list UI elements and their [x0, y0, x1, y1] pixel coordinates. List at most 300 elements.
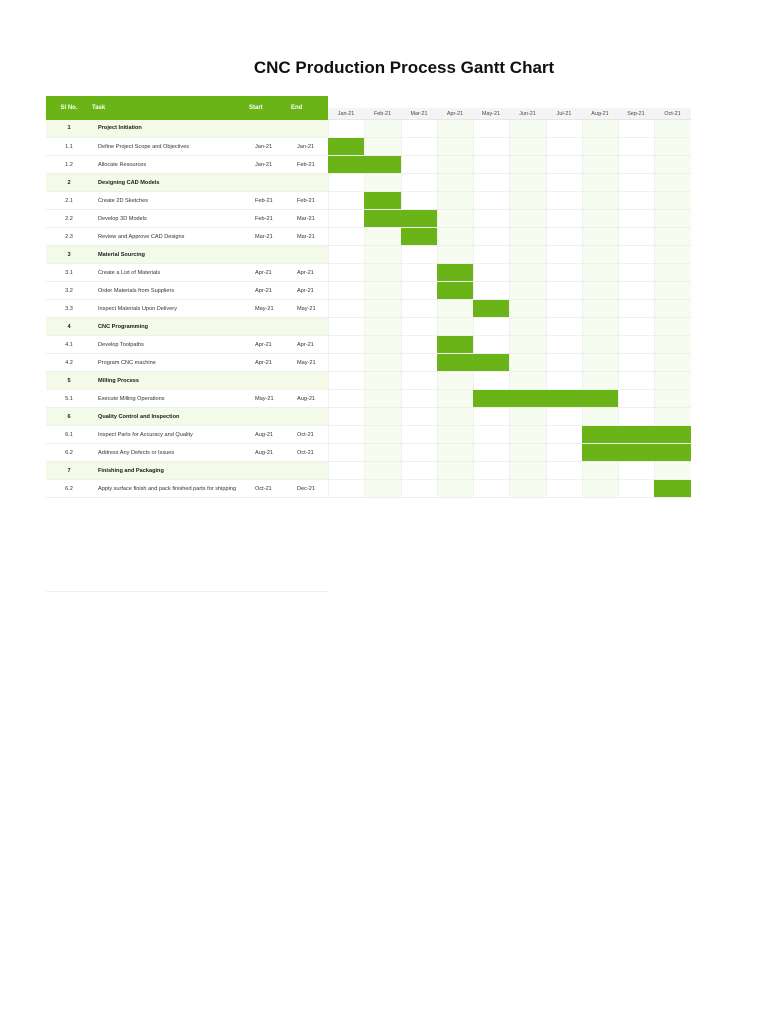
gantt-cell — [364, 462, 401, 480]
gantt-cell — [654, 372, 691, 390]
gantt-body — [46, 120, 691, 498]
gantt-cell — [328, 462, 364, 480]
header-sl: Sl No. — [46, 96, 92, 120]
gantt-cell — [654, 120, 691, 138]
gantt-bar — [582, 426, 618, 444]
task-row — [46, 300, 691, 318]
gantt-cell — [582, 282, 618, 300]
gantt-cell — [401, 480, 437, 498]
phase-row — [46, 318, 691, 336]
gantt-cell — [654, 336, 691, 354]
gantt-cell — [654, 282, 691, 300]
gantt-cell — [546, 264, 582, 282]
task-row — [46, 480, 691, 498]
gantt-cell — [618, 264, 654, 282]
gantt-cell — [654, 246, 691, 264]
gantt-cell — [473, 372, 509, 390]
row-start-date: Aug-21 — [249, 426, 291, 444]
gantt-cell — [437, 138, 473, 156]
row-sl-number: 5 — [46, 372, 92, 390]
gantt-cell — [328, 408, 364, 426]
gantt-cell — [437, 426, 473, 444]
row-start-date: Apr-21 — [249, 282, 291, 300]
gantt-cell — [328, 372, 364, 390]
row-start-date — [249, 372, 291, 390]
gantt-cell — [546, 318, 582, 336]
header-task: Task — [92, 96, 249, 120]
row-start-date: Aug-21 — [249, 444, 291, 462]
row-end-date: Mar-21 — [291, 210, 328, 228]
gantt-cell — [546, 480, 582, 498]
gantt-cell — [618, 282, 654, 300]
gantt-cell — [364, 264, 401, 282]
month-header: Month 8 — [582, 96, 618, 108]
month-header: Month 6 — [509, 96, 546, 108]
gantt-cell — [473, 138, 509, 156]
gantt-bar — [654, 480, 691, 498]
gantt-cell — [546, 246, 582, 264]
row-sl-number: 2.3 — [46, 228, 92, 246]
gantt-cell — [473, 444, 509, 462]
row-sl-number: 3.1 — [46, 264, 92, 282]
row-sl-number: 4.1 — [46, 336, 92, 354]
row-start-date — [249, 318, 291, 336]
gantt-cell — [437, 210, 473, 228]
row-task-name: Quality Control and Inspection — [92, 408, 249, 426]
gantt-cell — [364, 444, 401, 462]
gantt-cell — [509, 354, 546, 372]
gantt-cell — [654, 408, 691, 426]
header-end: End — [291, 96, 328, 120]
header-start: Start — [249, 96, 291, 120]
gantt-cell — [509, 426, 546, 444]
gantt-cell — [654, 156, 691, 174]
gantt-cell — [437, 228, 473, 246]
gantt-bar — [328, 138, 364, 156]
row-task-name: Develop 3D Models — [92, 210, 249, 228]
gantt-cell — [328, 480, 364, 498]
gantt-cell — [473, 192, 509, 210]
gantt-cell — [546, 228, 582, 246]
gantt-cell — [364, 372, 401, 390]
task-row — [46, 336, 691, 354]
gantt-cell — [618, 300, 654, 318]
gantt-cell — [437, 300, 473, 318]
task-row — [46, 156, 691, 174]
gantt-cell — [546, 408, 582, 426]
gantt-bar — [364, 210, 401, 228]
gantt-bar — [473, 354, 509, 372]
gantt-cell — [364, 354, 401, 372]
row-end-date — [291, 372, 328, 390]
row-task-name: Define Project Scope and Objectives — [92, 138, 249, 156]
gantt-cell — [509, 228, 546, 246]
gantt-cell — [364, 174, 401, 192]
gantt-table — [46, 96, 691, 498]
phase-row — [46, 408, 691, 426]
gantt-cell — [618, 174, 654, 192]
row-sl-number: 1 — [46, 120, 92, 138]
gantt-cell — [401, 462, 437, 480]
gantt-cell — [401, 120, 437, 138]
gantt-cell — [328, 390, 364, 408]
row-start-date — [249, 408, 291, 426]
gantt-cell — [582, 372, 618, 390]
gantt-cell — [546, 462, 582, 480]
gantt-cell — [582, 300, 618, 318]
gantt-bar — [328, 156, 364, 174]
gantt-cell — [437, 246, 473, 264]
gantt-cell — [328, 120, 364, 138]
task-row — [46, 354, 691, 372]
phase-row — [46, 462, 691, 480]
gantt-bar — [473, 390, 509, 408]
row-task-name: Inspect Materials Upon Delivery — [92, 300, 249, 318]
gantt-cell — [618, 192, 654, 210]
gantt-cell — [582, 246, 618, 264]
row-task-name: Milling Process — [92, 372, 249, 390]
row-task-name: Project Initiation — [92, 120, 249, 138]
phase-row — [46, 372, 691, 390]
gantt-cell — [582, 120, 618, 138]
gantt-cell — [582, 336, 618, 354]
gantt-cell — [328, 426, 364, 444]
gantt-cell — [509, 210, 546, 228]
gantt-cell — [364, 480, 401, 498]
gantt-cell — [473, 426, 509, 444]
gantt-cell — [364, 408, 401, 426]
row-sl-number: 5.1 — [46, 390, 92, 408]
gantt-cell — [473, 246, 509, 264]
month-date: Aug-21 — [582, 108, 618, 120]
month-date: May-21 — [473, 108, 509, 120]
gantt-cell — [473, 282, 509, 300]
gantt-cell — [582, 408, 618, 426]
gantt-bar — [509, 390, 546, 408]
row-task-name: CNC Programming — [92, 318, 249, 336]
gantt-bar — [364, 192, 401, 210]
task-row — [46, 282, 691, 300]
gantt-cell — [654, 192, 691, 210]
gantt-cell — [328, 444, 364, 462]
month-header: Month 1 — [328, 96, 364, 108]
gantt-cell — [437, 318, 473, 336]
row-sl-number: 2 — [46, 174, 92, 192]
gantt-cell — [654, 354, 691, 372]
row-sl-number: 2.1 — [46, 192, 92, 210]
row-start-date: Mar-21 — [249, 228, 291, 246]
gantt-cell — [546, 444, 582, 462]
gantt-cell — [437, 444, 473, 462]
gantt-cell — [582, 156, 618, 174]
gantt-bar — [401, 210, 437, 228]
gantt-cell — [509, 174, 546, 192]
gantt-cell — [473, 264, 509, 282]
month-header: Month 2 — [364, 96, 401, 108]
row-sl-number: 7 — [46, 462, 92, 480]
row-task-name: Review and Approve CAD Designs — [92, 228, 249, 246]
gantt-cell — [654, 210, 691, 228]
gantt-cell — [401, 156, 437, 174]
gantt-cell — [401, 372, 437, 390]
gantt-cell — [618, 228, 654, 246]
gantt-cell — [582, 318, 618, 336]
row-end-date: Apr-21 — [291, 264, 328, 282]
gantt-cell — [401, 138, 437, 156]
gantt-cell — [546, 120, 582, 138]
row-end-date: Dec-21 — [291, 480, 328, 498]
row-task-name: Create 2D Sketches — [92, 192, 249, 210]
gantt-cell — [364, 246, 401, 264]
gantt-bar — [437, 336, 473, 354]
gantt-cell — [401, 408, 437, 426]
row-start-date — [249, 174, 291, 192]
row-end-date: Oct-21 — [291, 426, 328, 444]
gantt-cell — [546, 210, 582, 228]
gantt-cell — [546, 372, 582, 390]
row-sl-number: 2.2 — [46, 210, 92, 228]
row-task-name: Designing CAD Models — [92, 174, 249, 192]
gantt-cell — [437, 462, 473, 480]
row-end-date: Jan-21 — [291, 138, 328, 156]
row-end-date: Aug-21 — [291, 390, 328, 408]
row-start-date — [249, 462, 291, 480]
task-row — [46, 444, 691, 462]
gantt-cell — [582, 228, 618, 246]
row-end-date — [291, 174, 328, 192]
gantt-bar — [582, 444, 618, 462]
gantt-cell — [582, 138, 618, 156]
gantt-bar — [437, 282, 473, 300]
gantt-bar — [654, 444, 691, 462]
gantt-cell — [546, 300, 582, 318]
gantt-cell — [618, 480, 654, 498]
task-row — [46, 264, 691, 282]
gantt-cell — [473, 480, 509, 498]
gantt-cell — [364, 318, 401, 336]
row-sl-number: 6.2 — [46, 444, 92, 462]
gantt-cell — [509, 300, 546, 318]
gantt-cell — [618, 408, 654, 426]
row-start-date: Apr-21 — [249, 354, 291, 372]
month-date: Apr-21 — [437, 108, 473, 120]
gantt-cell — [401, 246, 437, 264]
month-header: Month 7 — [546, 96, 582, 108]
gantt-cell — [401, 264, 437, 282]
row-sl-number: 1.1 — [46, 138, 92, 156]
gantt-cell — [582, 480, 618, 498]
gantt-cell — [618, 354, 654, 372]
gantt-cell — [473, 174, 509, 192]
row-task-name: Develop Toolpaths — [92, 336, 249, 354]
month-header: Month 10 — [654, 96, 691, 108]
gantt-cell — [437, 156, 473, 174]
month-date: Jan-21 — [328, 108, 364, 120]
row-task-name: Material Sourcing — [92, 246, 249, 264]
gantt-cell — [328, 246, 364, 264]
task-row — [46, 390, 691, 408]
task-row — [46, 426, 691, 444]
row-task-name: Create a List of Materials — [92, 264, 249, 282]
gantt-bar — [618, 444, 654, 462]
gantt-bar — [473, 300, 509, 318]
gantt-cell — [618, 336, 654, 354]
gantt-bar — [437, 264, 473, 282]
gantt-cell — [364, 228, 401, 246]
row-sl-number: 6.1 — [46, 426, 92, 444]
gantt-cell — [546, 426, 582, 444]
row-sl-number: 3.3 — [46, 300, 92, 318]
gantt-cell — [654, 318, 691, 336]
task-row — [46, 228, 691, 246]
gantt-cell — [437, 408, 473, 426]
gantt-cell — [582, 264, 618, 282]
gantt-cell — [509, 282, 546, 300]
gantt-cell — [509, 192, 546, 210]
month-header: Month 3 — [401, 96, 437, 108]
gantt-cell — [473, 120, 509, 138]
gantt-cell — [654, 138, 691, 156]
row-end-date: May-21 — [291, 354, 328, 372]
phase-row — [46, 174, 691, 192]
row-task-name: Apply surface finish and pack finished parts for shipping — [92, 480, 249, 498]
row-task-name: Order Materials from Suppliers — [92, 282, 249, 300]
task-row — [46, 210, 691, 228]
gantt-cell — [654, 300, 691, 318]
gantt-cell — [328, 282, 364, 300]
gantt-cell — [328, 354, 364, 372]
gantt-cell — [437, 192, 473, 210]
gantt-cell — [401, 354, 437, 372]
gantt-cell — [364, 336, 401, 354]
gantt-cell — [401, 300, 437, 318]
gantt-cell — [328, 300, 364, 318]
gantt-cell — [401, 426, 437, 444]
gantt-cell — [473, 408, 509, 426]
row-end-date: Mar-21 — [291, 228, 328, 246]
month-date: Mar-21 — [401, 108, 437, 120]
gantt-cell — [509, 318, 546, 336]
row-end-date: Oct-21 — [291, 444, 328, 462]
gantt-cell — [328, 318, 364, 336]
gantt-cell — [618, 210, 654, 228]
gantt-cell — [509, 264, 546, 282]
gantt-cell — [582, 462, 618, 480]
row-sl-number: 1.2 — [46, 156, 92, 174]
gantt-cell — [546, 138, 582, 156]
gantt-cell — [618, 390, 654, 408]
row-start-date: Jan-21 — [249, 156, 291, 174]
gantt-cell — [582, 354, 618, 372]
row-task-name: Inspect Parts for Accuracy and Quality — [92, 426, 249, 444]
gantt-cell — [437, 120, 473, 138]
gantt-cell — [401, 336, 437, 354]
gantt-cell — [509, 336, 546, 354]
gantt-cell — [328, 192, 364, 210]
gantt-cell — [654, 228, 691, 246]
gantt-cell — [364, 300, 401, 318]
month-date: Jun-21 — [509, 108, 546, 120]
row-task-name: Address Any Defects or Issues — [92, 444, 249, 462]
gantt-cell — [509, 372, 546, 390]
row-start-date: Feb-21 — [249, 210, 291, 228]
gantt-cell — [582, 174, 618, 192]
month-date: Sep-21 — [618, 108, 654, 120]
month-date: Feb-21 — [364, 108, 401, 120]
row-start-date: Jan-21 — [249, 138, 291, 156]
gantt-cell — [546, 174, 582, 192]
gantt-cell — [618, 372, 654, 390]
gantt-cell — [401, 318, 437, 336]
gantt-cell — [582, 210, 618, 228]
row-sl-number: 3 — [46, 246, 92, 264]
gantt-bar — [401, 228, 437, 246]
gantt-cell — [509, 120, 546, 138]
row-sl-number: 6 — [46, 408, 92, 426]
gantt-cell — [546, 336, 582, 354]
gantt-cell — [328, 228, 364, 246]
row-start-date: Feb-21 — [249, 192, 291, 210]
row-sl-number: 4.2 — [46, 354, 92, 372]
row-end-date — [291, 120, 328, 138]
row-sl-number: 3.2 — [46, 282, 92, 300]
gantt-cell — [328, 210, 364, 228]
phase-row — [46, 246, 691, 264]
gantt-cell — [328, 264, 364, 282]
gantt-bar — [546, 390, 582, 408]
gantt-cell — [437, 390, 473, 408]
row-start-date: Apr-21 — [249, 264, 291, 282]
row-end-date — [291, 408, 328, 426]
task-row — [46, 192, 691, 210]
row-end-date: Feb-21 — [291, 192, 328, 210]
gantt-bar — [618, 426, 654, 444]
gantt-cell — [364, 120, 401, 138]
row-end-date: Feb-21 — [291, 156, 328, 174]
row-end-date: Apr-21 — [291, 336, 328, 354]
gantt-cell — [401, 390, 437, 408]
gantt-cell — [473, 156, 509, 174]
gantt-cell — [509, 156, 546, 174]
month-header: Month 9 — [618, 96, 654, 108]
row-task-name: Allocate Resources — [92, 156, 249, 174]
row-start-date: Apr-21 — [249, 336, 291, 354]
gantt-cell — [437, 372, 473, 390]
task-row — [46, 138, 691, 156]
gantt-cell — [654, 264, 691, 282]
gantt-cell — [437, 174, 473, 192]
gantt-bar — [364, 156, 401, 174]
gantt-cell — [509, 408, 546, 426]
month-date: Oct-21 — [654, 108, 691, 120]
row-end-date — [291, 246, 328, 264]
gantt-cell — [509, 462, 546, 480]
gantt-cell — [509, 246, 546, 264]
gantt-cell — [618, 120, 654, 138]
gantt-cell — [364, 282, 401, 300]
gantt-cell — [654, 390, 691, 408]
gantt-cell — [473, 336, 509, 354]
gantt-bar — [437, 354, 473, 372]
gantt-cell — [401, 282, 437, 300]
gantt-cell — [364, 138, 401, 156]
row-end-date: Apr-21 — [291, 282, 328, 300]
gantt-cell — [582, 192, 618, 210]
row-task-name: Finishing and Packaging — [92, 462, 249, 480]
phase-row — [46, 120, 691, 138]
gantt-cell — [654, 462, 691, 480]
gantt-cell — [401, 444, 437, 462]
